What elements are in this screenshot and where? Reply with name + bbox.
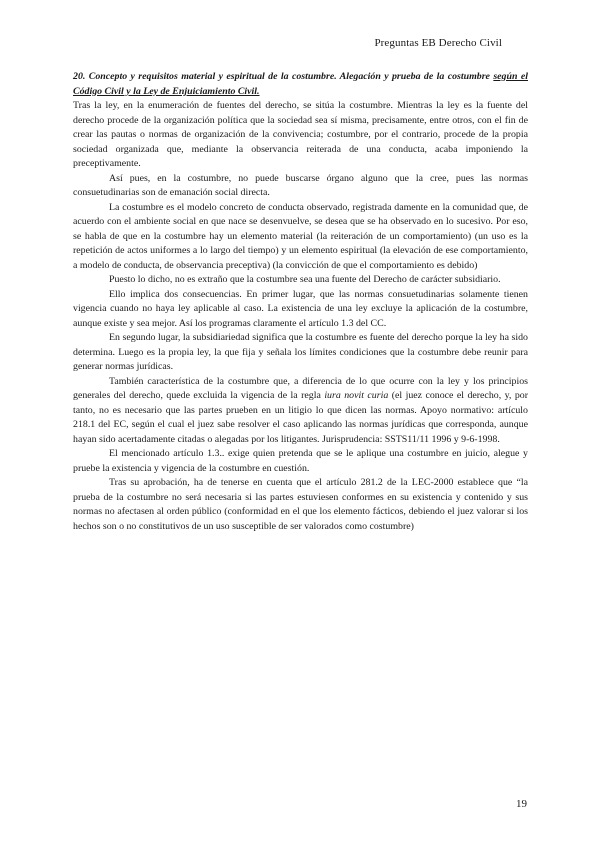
page-number: 19 — [516, 798, 527, 810]
paragraph-9: Tras su aprobación, ha de tenerse en cuenta que el artículo 281.2 de la LEC-2000 establece que “la prueba de la costumbre no será necesaria si las partes estuviesen conformes en su existencia y contenido y sus normas no afectasen al orden público (conformidad en el que los elemento fácticos, debiendo el juez valorar si los hechos son o no constitutivos de un uso susceptible de ser valorados como costumbre) — [73, 477, 528, 532]
paragraph-3: La costumbre es el modelo concreto de conducta observado, registrada damente en la comunidad que, de acuerdo con el ambiente social en que nace se desenvuelve, se desea que se ha observado en lo sucesivo. Por eso, se habla de que en la costumbre hay un elemento material (la reiteración de un comportamiento) (un uso es la repetición de actos uniformes a lo largo del tiempo) y un elemento espiritual (la elevación de ese comportamiento, a modelo de conducta, de observancia preceptiva) (la convicción de que el comportamiento es debido) — [73, 201, 528, 271]
section-title-main: Concepto y requisitos material y espiritual de la costumbre. Alegación y prueba de la costumbre — [85, 71, 494, 82]
paragraph-2: Así pues, en la costumbre, no puede buscarse órgano alguno que la cree, pues las normas consuetudinarias son de emanación social directa. — [73, 172, 528, 198]
section-number: 20. — [73, 71, 86, 82]
latin-maxim: iura novit curia — [324, 390, 389, 401]
section-title-underlined: según el Código Civil y la Ley de Enjuiciamiento Civil. — [73, 71, 528, 97]
paragraph-4: Puesto lo dicho, no es extraño que la costumbre sea una fuente del Derecho de carácter subsidiario. — [109, 274, 501, 285]
running-header: Preguntas EB Derecho Civil — [374, 37, 502, 49]
paragraph-7 — [73, 375, 528, 448]
paragraph-8: El mencionado artículo 1.3.. exige quien pretenda que se le aplique una costumbre en juicio, alegue y pruebe la existencia y vigencia de la costumbre en cuestión. — [73, 448, 528, 474]
paragraph-7-part-b: (el juez conoce el derecho, y, por tanto, no es necesario que las partes prueben en un litigio lo que dicen las normas. Apoyo normativo: artículo 218.1 del EC, según el cual el juez sabe resolver el caso aplicando las normas jurídicas que corresponda, aunque hayan sido acertadamente citadas o alegadas por los litigantes. Jurisprudencia: SSTS11/11 1996 y 9-6-1998. — [73, 390, 528, 445]
document-body — [73, 70, 528, 534]
paragraph-6: En segundo lugar, la subsidiariedad significa que la costumbre es fuente del derecho porque la ley ha sido determina. Luego es la propia ley, la que fija y señala los límites condiciones que la costumbre debe reunir para generar normas jurídicas. — [73, 332, 528, 372]
paragraph-7-part-a: También característica de la costumbre que, a diferencia de lo que ocurre con la ley y los principios generales del derecho, quede excluida la vigencia de la regla — [73, 375, 528, 401]
paragraph-5: Ello implica dos consecuencias. En primer lugar, que las normas consuetudinarias solamente tienen vigencia cuando no haya ley aplicable al caso. La existencia de una ley excluye la aplicación de la costumbre, aunque existe y sea mejor. Así los programas claramente el artículo 1.3 del CC. — [73, 288, 528, 329]
paragraph-1: Tras la ley, en la enumeración de fuentes del derecho, se sitúa la costumbre. Mientras la ley es la fuente del derecho procede de la organización política que la sociedad sea sí misma, precisamente, entre otros, con el fin de crear las pautas o normas de organización de la convivencia; costumbre, por el contrario, procede de la propia sociedad organizada que, mediante la observancia reiterada de una conducta, acaba imponiendo la preceptivamente. — [73, 100, 528, 169]
section-heading — [73, 70, 528, 99]
